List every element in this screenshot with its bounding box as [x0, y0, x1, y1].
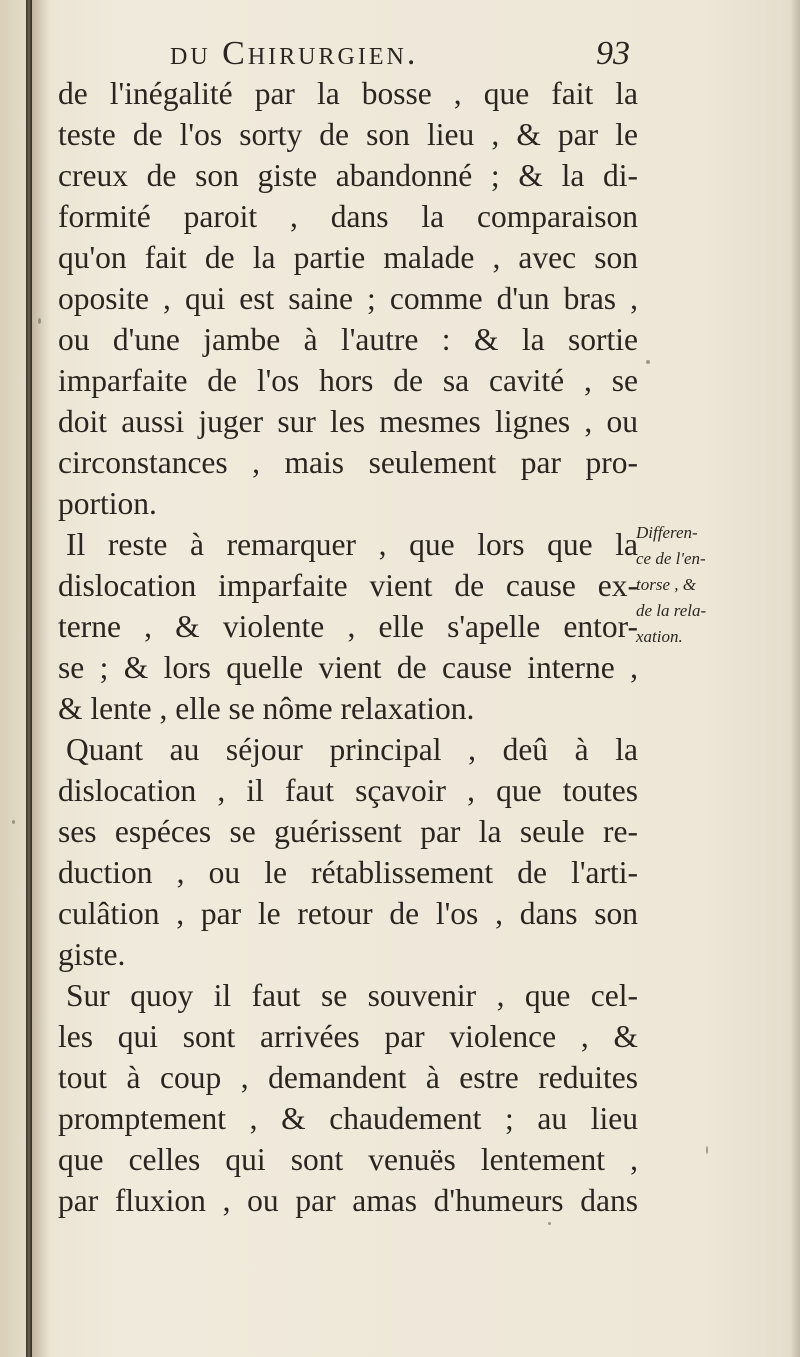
paper-speck — [646, 360, 650, 364]
margin-note-line: ce de l'en- — [636, 549, 706, 568]
text-line: oposite , qui est saine ; comme d'un bras , — [58, 281, 638, 316]
text-line: qu'on fait de la partie malade , avec son — [58, 240, 638, 275]
text-line: promptement , & chaudement ; au lieu — [58, 1101, 638, 1136]
text-line: dislocation , il faut sçavoir , que toutes — [58, 773, 638, 808]
running-head — [60, 34, 640, 74]
text-line: se ; & lors quelle vient de cause interne , — [58, 650, 638, 685]
text-line: & lente , elle se nôme relaxation. — [58, 691, 475, 726]
text-line: Il reste à remarquer , que lors que la — [66, 527, 638, 562]
text-line: duction , ou le rétablissement de l'arti- — [58, 855, 638, 890]
text-line: creux de son giste abandonné ; & la di- — [58, 158, 638, 193]
paper-speck — [706, 1146, 708, 1154]
text-line: imparfaite de l'os hors de sa cavité , se — [58, 363, 638, 398]
text-line: Quant au séjour principal , deû à la — [66, 732, 638, 767]
text-line: giste. — [58, 937, 126, 972]
body-text — [58, 73, 638, 1221]
text-line: circonstances , mais seulement par pro- — [58, 445, 638, 480]
page-edge — [790, 0, 800, 1357]
text-line: portion. — [58, 486, 157, 521]
paper-speck — [548, 1222, 551, 1225]
margin-note-line: xation. — [636, 627, 683, 646]
text-line: ou d'une jambe à l'autre : & la sortie — [58, 322, 638, 357]
text-line: teste de l'os sorty de son lieu , & par le — [58, 117, 638, 152]
text-line: culâtion , par le retour de l'os , dans son — [58, 896, 638, 931]
text-line: dislocation imparfaite vient de cause ex- — [58, 568, 638, 603]
text-line: tout à coup , demandent à estre reduites — [58, 1060, 638, 1095]
gutter-shadow — [32, 0, 50, 1357]
text-line: les qui sont arrivées par violence , & — [58, 1019, 638, 1054]
paper-speck — [12, 820, 15, 824]
text-line: formité paroit , dans la comparaison — [58, 199, 638, 234]
margin-note-line: Differen- — [636, 523, 698, 542]
margin-note — [636, 520, 756, 650]
text-line: doit aussi juger sur les mesmes lignes , ou — [58, 404, 638, 439]
paper-speck — [38, 318, 41, 324]
running-title: du Chirurgien. — [170, 35, 419, 72]
text-line: ses espéces se guérissent par la seule re- — [58, 814, 638, 849]
text-line: que celles qui sont venuës lentement , — [58, 1142, 638, 1177]
text-line: de l'inégalité par la bosse , que fait la — [58, 76, 638, 111]
page-number: 93 — [596, 35, 630, 72]
margin-note-line: de la rela- — [636, 601, 707, 620]
text-line: Sur quoy il faut se souvenir , que cel- — [66, 978, 638, 1013]
text-line: terne , & violente , elle s'apelle entor- — [58, 609, 638, 644]
margin-note-line: torse , & — [636, 575, 696, 594]
text-line: par fluxion , ou par amas d'humeurs dans — [58, 1183, 638, 1218]
